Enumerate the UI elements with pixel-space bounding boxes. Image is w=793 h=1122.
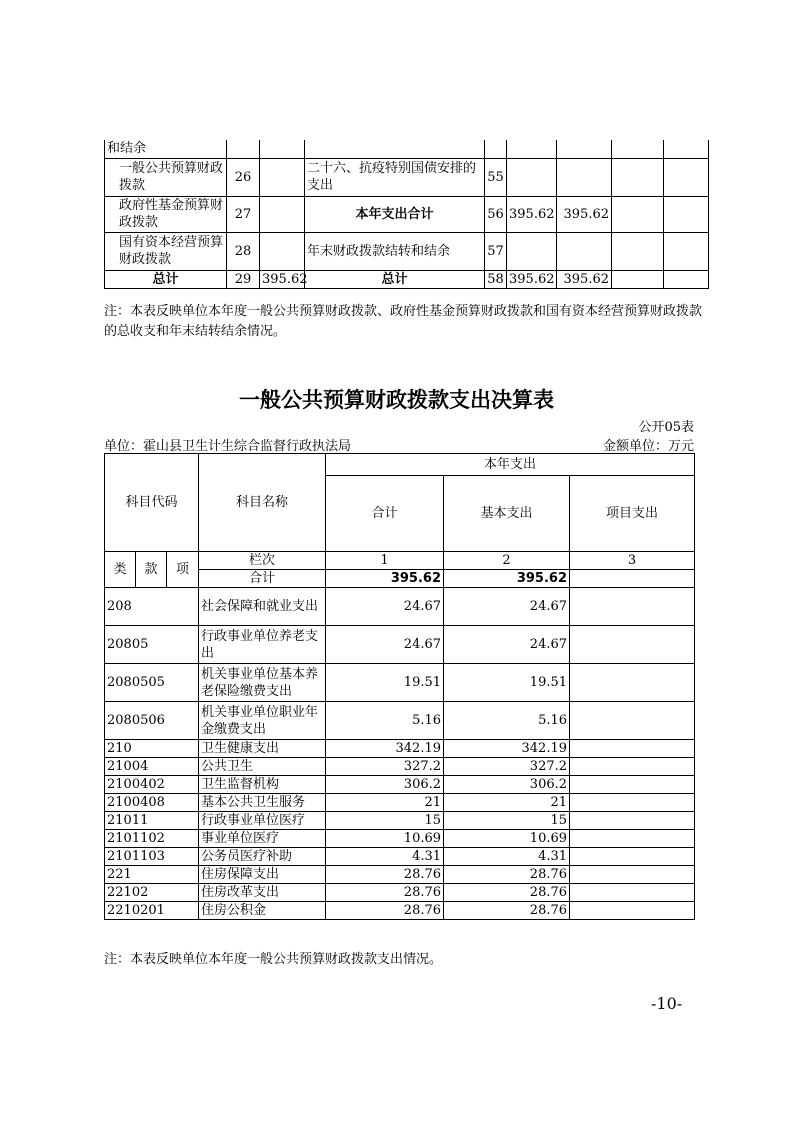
top-value-cell — [557, 158, 612, 196]
row-basic: 24.67 — [444, 588, 570, 626]
top-value-cell: 395.62 — [557, 196, 612, 232]
row-basic: 21 — [444, 794, 570, 812]
top-value-cell: 395.62 — [507, 196, 557, 232]
top-exp-item-cell: 本年支出合计 — [305, 196, 485, 232]
main-table-note: 注：本表反映单位本年度一般公共预算财政拨款支出情况。 — [104, 952, 443, 967]
row-project — [570, 848, 695, 866]
row-total: 5.16 — [326, 702, 444, 740]
table-row — [105, 740, 695, 758]
row-project — [570, 664, 695, 702]
top-amount-cell — [260, 158, 305, 196]
row-name: 卫生监督机构 — [199, 776, 326, 794]
col-index-3: 3 — [570, 552, 695, 570]
row-total: 327.2 — [326, 758, 444, 776]
row-total: 306.2 — [326, 776, 444, 794]
top-value-cell — [507, 140, 557, 158]
row-project — [570, 884, 695, 902]
row-name: 行政事业单位医疗 — [199, 812, 326, 830]
row-name: 事业单位医疗 — [199, 830, 326, 848]
row-basic: 28.76 — [444, 902, 570, 920]
column-index-row — [105, 552, 695, 570]
header-code: 科目代码 — [105, 454, 199, 552]
header-year-exp: 本年支出 — [326, 454, 695, 476]
top-value-cell — [507, 158, 557, 196]
row-project — [570, 776, 695, 794]
top-value-cell — [557, 140, 612, 158]
top-value-cell — [664, 232, 709, 270]
row-basic: 327.2 — [444, 758, 570, 776]
row-total: 10.69 — [326, 830, 444, 848]
top-line-cell: 29 — [227, 270, 260, 288]
top-item-cell: 总计 — [105, 270, 227, 288]
row-code: 22102 — [105, 884, 199, 902]
top-item-cell: 一般公共预算财政拨款 — [105, 158, 227, 196]
top-item-cell: 国有资本经营预算财政拨款 — [105, 232, 227, 270]
row-total: 28.76 — [326, 884, 444, 902]
sum-basic: 395.62 — [444, 570, 570, 588]
row-code: 2080506 — [105, 702, 199, 740]
amount-unit: 金额单位：万元 — [602, 439, 694, 454]
table-row — [105, 626, 695, 664]
row-code: 208 — [105, 588, 199, 626]
row-code: 21011 — [105, 812, 199, 830]
header-basic: 基本支出 — [444, 476, 570, 552]
top-exp-line-cell: 55 — [485, 158, 507, 196]
top-value-cell — [664, 196, 709, 232]
header-kuan: 款 — [136, 552, 167, 588]
unit-name: 单位：霍山县卫生计生综合监督行政执法局 — [104, 439, 352, 454]
row-code: 21004 — [105, 758, 199, 776]
row-total: 28.76 — [326, 866, 444, 884]
top-value-cell — [612, 270, 664, 288]
top-exp-line-cell: 57 — [485, 232, 507, 270]
row-project — [570, 702, 695, 740]
top-table-note: 注：本表反映单位本年度一般公共预算财政拨款、政府性基金预算财政拨款和国有资本经营预算财政拨款的总收支和年末结转结余情况。 — [104, 304, 703, 339]
top-table-row — [105, 196, 709, 232]
row-code: 2101102 — [105, 830, 199, 848]
top-line-cell — [227, 140, 260, 158]
row-total: 24.67 — [326, 626, 444, 664]
top-value-cell — [507, 232, 557, 270]
top-value-cell — [612, 196, 664, 232]
top-table-row — [105, 140, 709, 158]
top-exp-item-cell: 总计 — [305, 270, 485, 288]
row-total: 28.76 — [326, 902, 444, 920]
form-number: 公开05表 — [638, 420, 694, 435]
row-project — [570, 626, 695, 664]
row-name: 机关事业单位职业年金缴费支出 — [199, 702, 326, 740]
row-basic: 28.76 — [444, 866, 570, 884]
row-total: 15 — [326, 812, 444, 830]
row-project — [570, 588, 695, 626]
sum-project — [570, 570, 695, 588]
top-value-cell — [664, 140, 709, 158]
expenditure-table — [104, 453, 695, 920]
table-row — [105, 702, 695, 740]
top-item-cell: 和结余 — [105, 140, 227, 158]
top-value-cell — [612, 158, 664, 196]
row-code: 2080505 — [105, 664, 199, 702]
row-project — [570, 794, 695, 812]
header-name: 科目名称 — [199, 454, 326, 552]
row-basic: 10.69 — [444, 830, 570, 848]
table-row — [105, 588, 695, 626]
top-exp-line-cell: 58 — [485, 270, 507, 288]
row-basic: 15 — [444, 812, 570, 830]
top-amount-cell — [260, 140, 305, 158]
top-line-cell: 28 — [227, 232, 260, 270]
table-row — [105, 776, 695, 794]
row-project — [570, 758, 695, 776]
top-amount-cell — [260, 196, 305, 232]
row-code: 2210201 — [105, 902, 199, 920]
page-number: -10- — [651, 994, 683, 1013]
page-title: 一般公共预算财政拨款支出决算表 — [239, 388, 554, 412]
header-total: 合计 — [326, 476, 444, 552]
top-amount-cell — [260, 232, 305, 270]
table-row — [105, 664, 695, 702]
top-amount-cell: 395.62 — [260, 270, 305, 288]
top-summary-table — [104, 140, 709, 289]
row-code: 221 — [105, 866, 199, 884]
top-line-cell: 26 — [227, 158, 260, 196]
row-name: 社会保障和就业支出 — [199, 588, 326, 626]
row-total: 21 — [326, 794, 444, 812]
row-name: 行政事业单位养老支出 — [199, 626, 326, 664]
row-total: 19.51 — [326, 664, 444, 702]
top-exp-line-cell — [485, 140, 507, 158]
col-index-1: 1 — [326, 552, 444, 570]
top-value-cell — [664, 270, 709, 288]
row-project — [570, 812, 695, 830]
row-project — [570, 866, 695, 884]
table-row — [105, 758, 695, 776]
row-basic: 306.2 — [444, 776, 570, 794]
top-value-cell: 395.62 — [507, 270, 557, 288]
row-name: 住房保障支出 — [199, 866, 326, 884]
sum-total: 395.62 — [326, 570, 444, 588]
header-xiang: 项 — [167, 552, 199, 588]
header-row-1 — [105, 454, 695, 476]
row-project — [570, 902, 695, 920]
row-name: 机关事业单位基本养老保险缴费支出 — [199, 664, 326, 702]
row-name: 公共卫生 — [199, 758, 326, 776]
table-row — [105, 812, 695, 830]
top-exp-line-cell: 56 — [485, 196, 507, 232]
row-basic: 19.51 — [444, 664, 570, 702]
table-row — [105, 902, 695, 920]
row-code: 2100408 — [105, 794, 199, 812]
top-exp-item-cell — [305, 140, 485, 158]
col-index-2: 2 — [444, 552, 570, 570]
top-value-cell — [557, 232, 612, 270]
row-code: 2101103 — [105, 848, 199, 866]
top-table-row — [105, 158, 709, 196]
row-basic: 24.67 — [444, 626, 570, 664]
row-basic: 342.19 — [444, 740, 570, 758]
sum-label: 合计 — [199, 570, 326, 588]
top-value-cell — [664, 158, 709, 196]
row-name: 住房改革支出 — [199, 884, 326, 902]
row-total: 4.31 — [326, 848, 444, 866]
row-code: 2100402 — [105, 776, 199, 794]
top-value-cell — [612, 140, 664, 158]
top-value-cell — [612, 232, 664, 270]
row-name: 基本公共卫生服务 — [199, 794, 326, 812]
table-row — [105, 848, 695, 866]
row-basic: 4.31 — [444, 848, 570, 866]
top-exp-item-cell: 年末财政拨款结转和结余 — [305, 232, 485, 270]
top-table-row — [105, 270, 709, 288]
row-total: 342.19 — [326, 740, 444, 758]
header-lanci: 栏次 — [199, 552, 326, 570]
top-line-cell: 27 — [227, 196, 260, 232]
top-exp-item-cell: 二十六、抗疫特别国债安排的支出 — [305, 158, 485, 196]
top-item-cell: 政府性基金预算财政拨款 — [105, 196, 227, 232]
row-name: 住房公积金 — [199, 902, 326, 920]
table-row — [105, 830, 695, 848]
row-project — [570, 740, 695, 758]
row-name: 公务员医疗补助 — [199, 848, 326, 866]
table-row — [105, 794, 695, 812]
row-code: 210 — [105, 740, 199, 758]
row-total: 24.67 — [326, 588, 444, 626]
row-basic: 5.16 — [444, 702, 570, 740]
row-name: 卫生健康支出 — [199, 740, 326, 758]
row-project — [570, 830, 695, 848]
top-table-row — [105, 232, 709, 270]
table-row — [105, 866, 695, 884]
row-code: 20805 — [105, 626, 199, 664]
table-row — [105, 884, 695, 902]
header-project: 项目支出 — [570, 476, 695, 552]
row-basic: 28.76 — [444, 884, 570, 902]
header-lei: 类 — [105, 552, 136, 588]
top-value-cell: 395.62 — [557, 270, 612, 288]
